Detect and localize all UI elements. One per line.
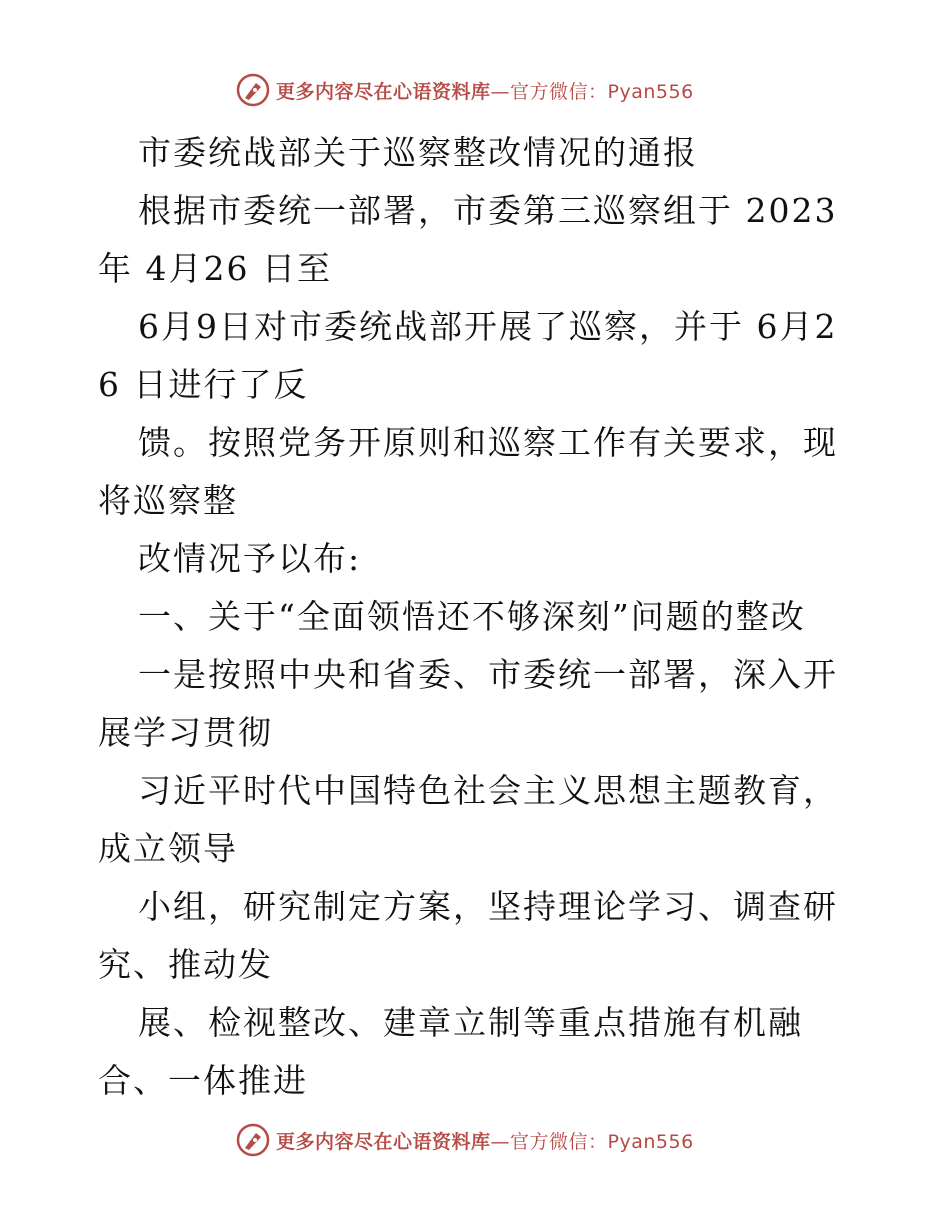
paragraph-4: 改情况予以布: (138, 539, 362, 578)
watermark-wechat-label: 官方微信： (510, 80, 608, 103)
paragraph-5: 一是按照中央和省委、市委统一部署，深入开展学习贯彻 (98, 655, 838, 752)
watermark-site-text: 更多内容尽在心语资料库 (276, 80, 491, 103)
document-title: 市委统战部关于巡察整改情况的通报 (138, 133, 698, 172)
watermark-dash: — (490, 80, 511, 103)
watermark-wechat-id: Pyan556 (607, 80, 694, 103)
header-watermark (236, 72, 694, 108)
section-heading-1: 一、关于“全面领悟还不够深刻”问题的整改 (138, 597, 806, 636)
paragraph-8: 展、检视整改、建章立制等重点措施有机融合、一体推进 (98, 1003, 803, 1100)
paragraph-6: 习近平时代中国特色社会主义思想主题教育，成立领导 (98, 771, 838, 868)
watermark-dash: — (490, 1130, 511, 1153)
watermark-wechat-label: 官方微信： (510, 1130, 608, 1153)
watermark-wechat-id: Pyan556 (607, 1130, 694, 1153)
pen-nib-circle-icon (236, 1123, 270, 1157)
document-body (98, 124, 858, 1110)
pen-nib-circle-icon (236, 73, 270, 107)
paragraph-3: 馈。按照党务开原则和巡察工作有关要求，现将巡察整 (98, 423, 838, 520)
paragraph-1: 根据市委统一部署，市委第三巡察组于 2023 年 4月26 日至 (98, 191, 838, 288)
watermark-site-text: 更多内容尽在心语资料库 (276, 1130, 491, 1153)
paragraph-7: 小组，研究制定方案，坚持理论学习、调查研究、推动发 (98, 887, 838, 984)
footer-watermark (236, 1122, 694, 1158)
paragraph-2: 6月9日对市委统战部开展了巡察，并于 6月26 日进行了反 (98, 307, 838, 404)
